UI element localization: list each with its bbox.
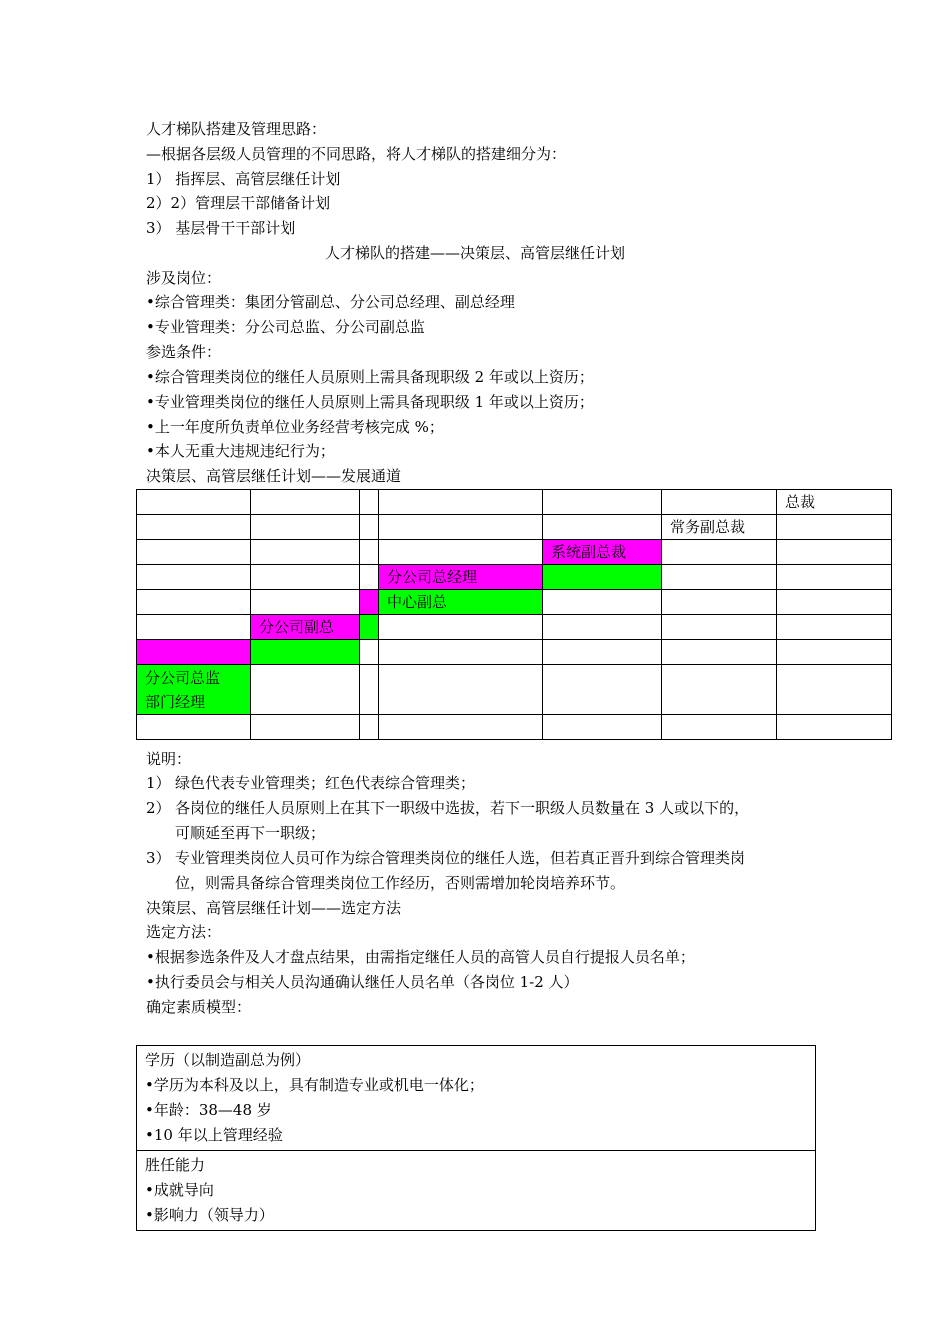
ladder-cell (777, 640, 892, 665)
ladder-cell (379, 665, 543, 715)
ladder-cell (777, 665, 892, 715)
ladder-cell (777, 540, 892, 565)
ladder-cell (137, 565, 251, 590)
ladder-cell (379, 490, 543, 515)
ladder-cell (360, 515, 379, 540)
ladder-row (137, 590, 892, 615)
competency-item: •成就导向 (145, 1181, 214, 1199)
ladder-cell-center-vp: 中心副总 (379, 590, 543, 615)
ladder-cell (777, 590, 892, 615)
ladder-cell-system-vp: 系统副总裁 (543, 540, 662, 565)
ladder-cell (251, 665, 360, 715)
note-text-continued: 可顺延至再下一职级； (175, 824, 326, 842)
education-item: •年龄：38—48 岁 (145, 1101, 272, 1119)
ladder-cell (777, 715, 892, 740)
ladder-cell (777, 515, 892, 540)
model-label: 确定素质模型： (146, 998, 252, 1016)
ladder-row (137, 665, 892, 715)
ladder-cell (137, 715, 251, 740)
note-num: 1） (146, 774, 171, 792)
ladder-cell (662, 665, 777, 715)
ladder-cell (379, 640, 543, 665)
ladder-row (137, 615, 892, 640)
intro-item: 2）2）管理层干部储备计划 (146, 194, 331, 212)
channel-title: 决策层、高管层继任计划——发展通道 (146, 467, 402, 485)
ladder-cell (662, 565, 777, 590)
ladder-cell-evp: 常务副总裁 (662, 515, 777, 540)
ladder-cell (137, 615, 251, 640)
ladder-row (137, 540, 892, 565)
ladder-cell (662, 490, 777, 515)
ladder-cell (251, 715, 360, 740)
criteria-item: •本人无重大违规违纪行为； (146, 442, 335, 460)
ladder-cell-green (251, 640, 360, 665)
note-text: 绿色代表专业管理类；红色代表综合管理类； (175, 774, 476, 792)
section1-title: 人才梯队的搭建——决策层、高管层继任计划 (324, 244, 625, 262)
ladder-row (137, 490, 892, 515)
ladder-cell-green (360, 615, 379, 640)
ladder-cell (137, 490, 251, 515)
note-num: 3） (146, 849, 171, 867)
education-item: •10 年以上管理经验 (145, 1126, 283, 1144)
ladder-cell (137, 590, 251, 615)
intro-heading: 人才梯队搭建及管理思路： (146, 120, 327, 138)
ladder-cell (360, 490, 379, 515)
ladder-cell (543, 615, 662, 640)
ladder-cell (251, 590, 360, 615)
ladder-cell (777, 615, 892, 640)
competency-item: •影响力（领导力） (145, 1206, 274, 1224)
note-num: 2） (146, 799, 171, 817)
competency-model-box (136, 1045, 816, 1231)
ladder-cell (360, 640, 379, 665)
method-item: •执行委员会与相关人员沟通确认继任人员名单（各岗位 1-2 人） (146, 973, 579, 991)
ladder-cell (360, 565, 379, 590)
ladder-cell (137, 515, 251, 540)
ladder-cell-branch-gm: 分公司总经理 (379, 565, 543, 590)
intro-item: 3） 基层骨干干部计划 (146, 219, 296, 237)
note-text: 各岗位的继任人员原则上在其下一职级中选拔，若下一职级人员数量在 3 人或以下的， (175, 799, 750, 817)
ladder-cell (137, 540, 251, 565)
ladder-cell (379, 715, 543, 740)
ladder-cell (543, 640, 662, 665)
ladder-cell (543, 665, 662, 715)
ladder-row (137, 565, 892, 590)
method-item: •根据参选条件及人才盘点结果，由需指定继任人员的高管人员自行提报人员名单； (146, 948, 695, 966)
ladder-cell-director-manager (137, 665, 251, 715)
ladder-cell (543, 490, 662, 515)
ladder-cell (777, 565, 892, 590)
ladder-cell (662, 615, 777, 640)
ladder-cell-branch-vp: 分公司副总 (251, 615, 360, 640)
criteria-item: •上一年度所负责单位业务经营考核完成 %； (146, 418, 444, 436)
notes-label: 说明： (146, 750, 192, 768)
ladder-row (137, 640, 892, 665)
ladder-cell (360, 665, 379, 715)
ladder-row (137, 515, 892, 540)
ladder-cell-green (543, 565, 662, 590)
position-item: •综合管理类：集团分管副总、分公司总经理、副总经理 (146, 293, 515, 311)
ladder-row (137, 715, 892, 740)
ladder-cell (251, 540, 360, 565)
ladder-cell (543, 715, 662, 740)
note-text: 专业管理类岗位人员可作为综合管理类岗位的继任人选，但若真正晋升到综合管理类岗 (175, 849, 746, 867)
ladder-cell (251, 515, 360, 540)
ladder-cell-branch-director: 分公司总监 (145, 668, 221, 687)
competency-title: 胜任能力 (145, 1156, 206, 1174)
positions-label: 涉及岗位： (146, 269, 222, 287)
ladder-cell-ceo: 总裁 (777, 490, 892, 515)
ladder-cell (662, 640, 777, 665)
ladder-cell-dept-manager: 部门经理 (145, 692, 206, 711)
ladder-cell (360, 540, 379, 565)
ladder-cell-magenta (360, 590, 379, 615)
note-text-continued: 位，则需具备综合管理类岗位工作经历，否则需增加轮岗培养环节。 (175, 874, 626, 892)
competency-section (137, 1150, 815, 1230)
ladder-cell (543, 515, 662, 540)
ladder-cell (662, 540, 777, 565)
criteria-item: •专业管理类岗位的继任人员原则上需具备现职级 1 年或以上资历； (146, 393, 594, 411)
education-title: 学历（以制造副总为例） (145, 1051, 311, 1069)
ladder-cell (251, 565, 360, 590)
criteria-item: •综合管理类岗位的继任人员原则上需具备现职级 2 年或以上资历； (146, 368, 594, 386)
method-label: 选定方法： (146, 923, 222, 941)
intro-lead: —根据各层级人员管理的不同思路，将人才梯队的搭建细分为： (146, 145, 567, 163)
ladder-cell (251, 490, 360, 515)
ladder-cell-magenta (137, 640, 251, 665)
intro-item: 1） 指挥层、高管层继任计划 (146, 170, 341, 188)
education-item: •学历为本科及以上，具有制造专业或机电一体化； (145, 1076, 484, 1094)
ladder-cell (662, 715, 777, 740)
ladder-cell (379, 615, 543, 640)
ladder-cell (379, 540, 543, 565)
ladder-cell (543, 590, 662, 615)
ladder-cell (379, 515, 543, 540)
ladder-cell (662, 590, 777, 615)
criteria-label: 参选条件： (146, 343, 222, 361)
ladder-cell (360, 715, 379, 740)
section2-title: 决策层、高管层继任计划——选定方法 (146, 899, 402, 917)
career-ladder-table (136, 489, 892, 740)
position-item: •专业管理类：分公司总监、分公司副总监 (146, 318, 425, 336)
education-section (137, 1046, 815, 1150)
